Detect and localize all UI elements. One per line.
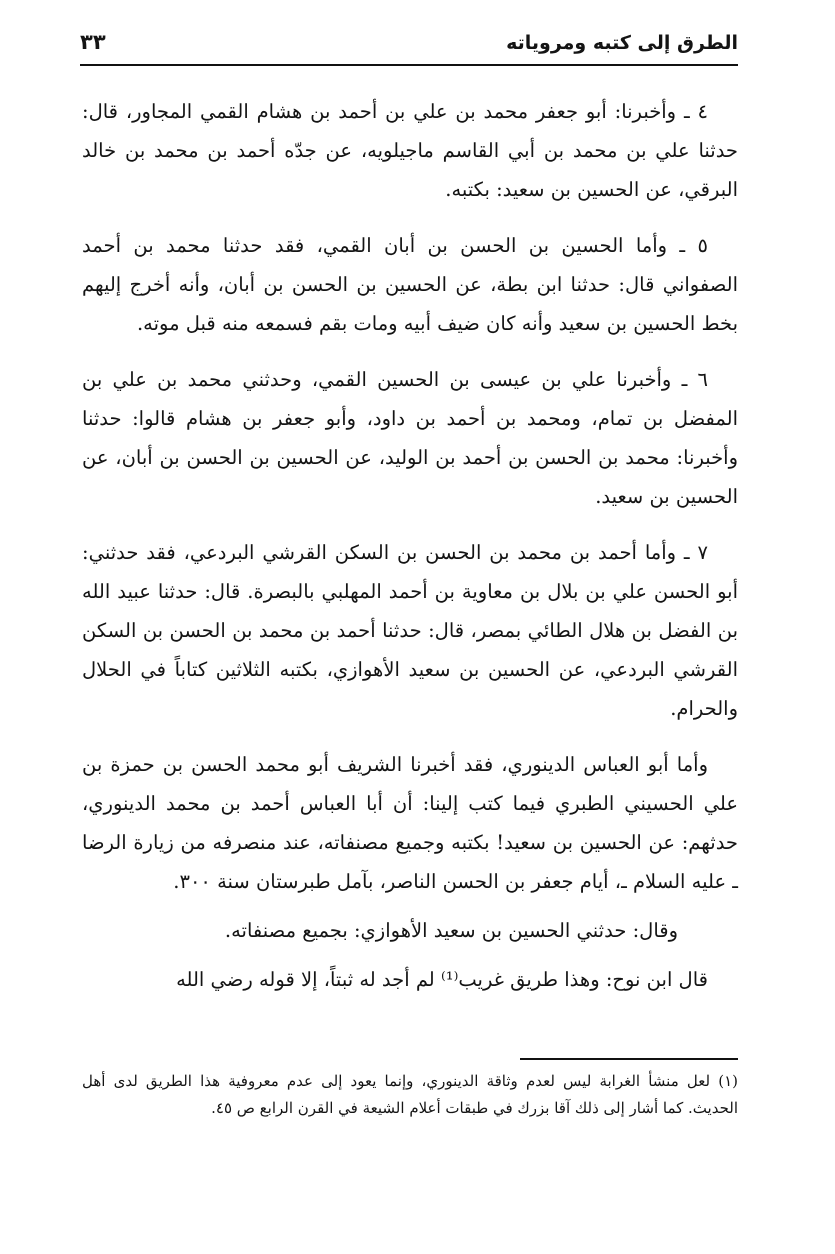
paragraph-4: ٤ ـ وأخبرنا: أبو جعفر محمد بن علي بن أحمد بن هشام القمي المجاور، قال: حدثنا علي بن محمد بن أبي القاسم ماجيلويه، عن جدّه أحمد بن محمد بن خالد البرقي، عن الحسين بن سعيد: بكتبه. — [82, 100, 738, 201]
running-header — [80, 28, 738, 66]
paragraph-ahwazi: وقال: حدثني الحسين بن سعيد الأهوازي: بجميع مصنفاته. — [224, 919, 678, 942]
paragraph-ibn-nuh: قال ابن نوح: وهذا طريق غريب⁽¹⁾ لم أجد له ثبتاً، إلا قوله رضي الله — [176, 968, 708, 991]
paragraph-7: ٧ ـ وأما أحمد بن محمد بن الحسن بن السكن القرشي البردعي، فقد حدثني: أبو الحسن علي بن بلال بن معاوية بن أحمد المهلبي بالبصرة. قال: حدثنا عبيد الله بن الفضل بن هلال الطائي بمصر، قال: حدثنا أحمد بن محمد بن الحسن بن السكن القرشي البردعي، عن الحسين بن سعيد الأهوازي، بكتبه الثلاثين كتاباً في الحلال والحرام. — [82, 541, 738, 720]
page-number: ٣٣ — [80, 30, 106, 54]
body-text — [82, 92, 738, 1016]
paragraph-dinawari: وأما أبو العباس الدينوري، فقد أخبرنا الشريف أبو محمد الحسن بن حمزة بن علي الحسيني الطبري فيما كتب إلينا: أن أبا العباس أحمد بن محمد الدينوري، حدثهم: عن الحسين بن سعيد! بكتبه وجميع مصنفاته، عند منصرفه من زيارة الرضا ـ عليه السلام ـ، أيام جعفر بن الحسن الناصر، بآمل طبرستان سنة ٣٠٠. — [82, 753, 738, 893]
running-title: الطرق إلى كتبه ومروياته — [506, 32, 738, 54]
paragraph-6: ٦ ـ وأخبرنا علي بن عيسى بن الحسين القمي، وحدثني محمد بن علي بن المفضل بن تمام، ومحمد بن أحمد بن داود، وأبو جعفر بن هشام قالوا: حدثنا وأخبرنا: محمد بن الحسن بن أحمد بن الوليد، عن الحسين بن الحسن بن أبان، عن الحسين بن سعيد. — [82, 368, 738, 508]
footnote-divider — [520, 1058, 738, 1060]
footnote-1: (١) لعل منشأ الغرابة ليس لعدم وثاقة الدينوري، وإنما يعود إلى عدم معروفية هذا الطريق لدى أهل الحديث. كما أشار إلى ذلك آقا بزرك في طبقات أعلام الشيعة في القرن الرابع ص ٤٥. — [82, 1072, 738, 1117]
paragraph-5: ٥ ـ وأما الحسين بن الحسن بن أبان القمي، فقد حدثنا محمد بن أحمد الصفواني قال: حدثنا ابن بطة، عن الحسين بن الحسن بن أبان، وأنه أخرج إليهم بخط الحسين بن سعيد وأنه كان ضيف أبيه ومات بقم فسمعه منه قبل موته. — [82, 234, 738, 335]
footnotes — [82, 1068, 738, 1122]
